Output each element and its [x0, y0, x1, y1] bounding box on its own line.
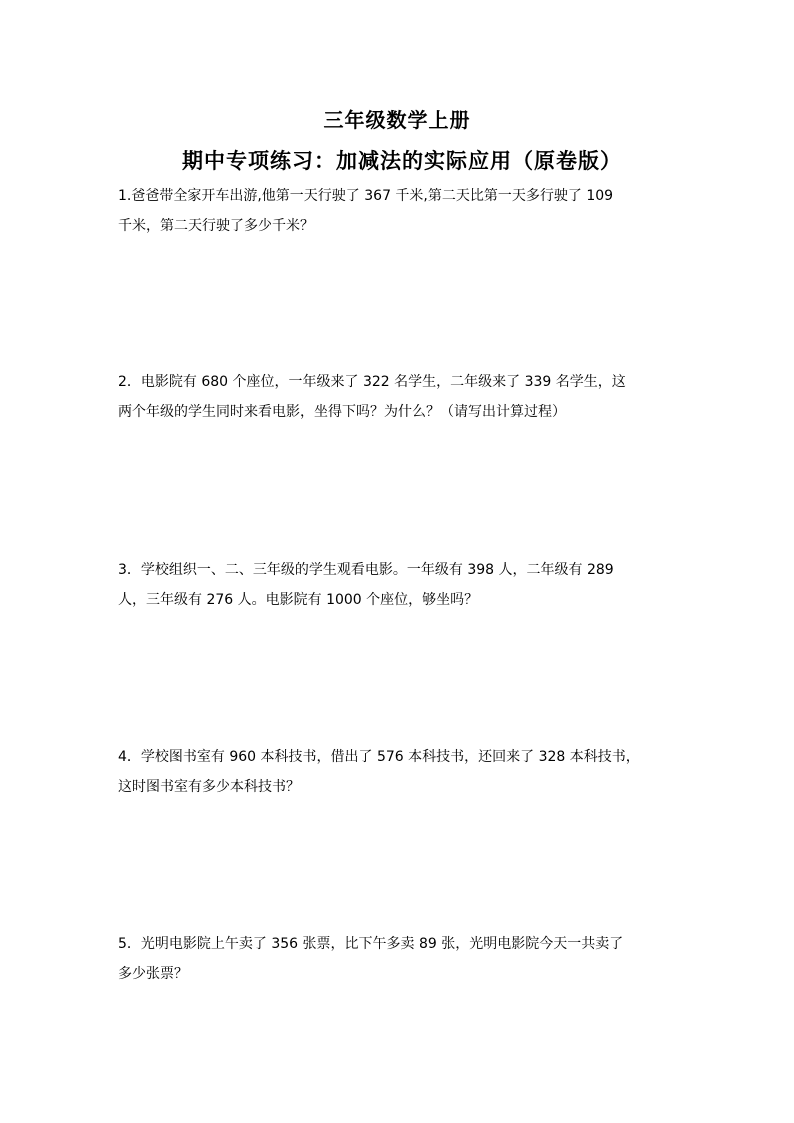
question-3-line-1: 3．学校组织一、二、三年级的学生观看电影。一年级有 398 人，二年级有 289: [118, 562, 614, 578]
question-3: [118, 555, 698, 615]
question-1-line-1: 1.爸爸带全家开车出游,他第一天行驶了 367 千米,第二天比第一天多行驶了 109: [118, 188, 614, 204]
question-2-line-1: 2．电影院有 680 个座位，一年级来了 322 名学生，二年级来了 339 名学生，这: [118, 374, 626, 390]
page-subtitle: 期中专项练习：加减法的实际应用（原卷版）: [182, 149, 622, 173]
question-4-line-2: 这时图书室有多少本科技书？: [118, 779, 300, 795]
question-4: [118, 742, 698, 802]
question-4-line-1: 4．学校图书室有 960 本科技书，借出了 576 本科技书，还回来了 328 本科技书，: [118, 749, 640, 765]
question-5: [118, 929, 698, 989]
question-3-line-2: 人，三年级有 276 人。电影院有 1000 个座位，够坐吗？: [118, 592, 479, 608]
question-5-line-1: 5．光明电影院上午卖了 356 张票，比下午多卖 89 张，光明电影院今天一共卖了: [118, 936, 624, 952]
page-title: 三年级数学上册: [323, 108, 471, 132]
question-5-line-2: 多少张票？: [118, 966, 188, 982]
question-1-line-2: 千米，第二天行驶了多少千米？: [118, 218, 314, 234]
question-2-line-2: 两个年级的学生同时来看电影，坐得下吗？为什么？（请写出计算过程）: [118, 404, 566, 420]
question-1: [118, 181, 698, 241]
question-2: [118, 367, 698, 427]
